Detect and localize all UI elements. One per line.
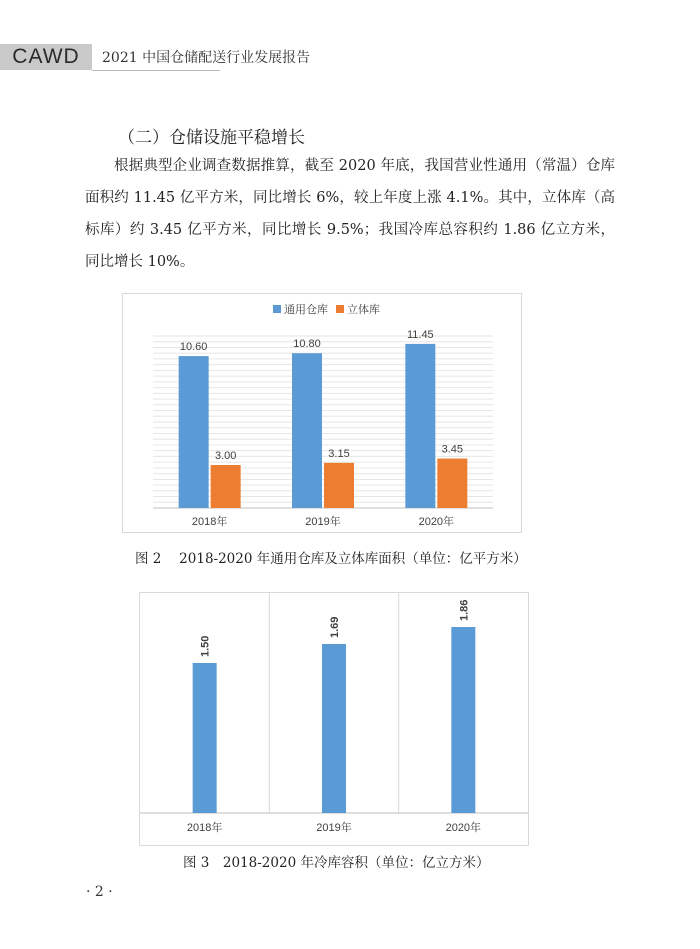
bar [292,353,322,508]
bar [324,463,354,508]
header-logo: CAWD [0,44,92,70]
legend-swatch [273,305,281,313]
tick-label: 2020年 [418,516,455,528]
figure2-caption: 图 2 2018-2020 年通用仓库及立体库面积（单位：亿平方米） [135,551,527,567]
chart-warehouse-area [122,293,522,533]
data-label: 10.60 [179,341,208,354]
figure3-caption: 图 3 2018-2020 年冷库容积（单位：亿立方米） [183,855,490,871]
data-label: 3.45 [441,443,464,456]
tick-label: 2018年 [191,516,228,528]
bar [322,644,346,813]
chart-cold-storage [139,592,529,846]
body-paragraph: 根据典型企业调查数据推算，截至 2020 年底，我国营业性通用（常温）仓库面积约 11.45 亿平方米，同比增长 6%，较上年度上涨 4.1%。其中，立体库（高标库）约 3.45 亿平方米，同比增长 9.5%；我国冷库总容积约 1.86 亿立方米，同比增长 10%。 [85,158,615,270]
legend-label: 立体库 [347,304,380,316]
bar [211,465,241,508]
data-label: 3.15 [328,447,350,460]
data-label: 1.86 [458,599,471,621]
bar [405,344,435,508]
chart-cold-storage-svg [140,593,528,845]
bar [437,459,467,508]
tick-label: 2020年 [445,822,482,834]
data-label: 3.00 [214,450,237,462]
data-label: 11.45 [406,328,434,341]
header-title: 2021 中国仓储配送行业发展报告 [102,50,311,66]
data-label: 10.80 [293,338,321,351]
tick-label: 2018年 [186,822,223,834]
bar [193,663,217,813]
data-label: 1.50 [199,635,212,657]
page-number: · 2 · [86,884,113,900]
tick-label: 2019年 [316,822,352,834]
section-title: （二）仓储设施平稳增长 [118,128,305,148]
bar [451,627,475,813]
header-divider [92,70,220,71]
chart-warehouse-area-svg [123,294,521,532]
legend-swatch [336,305,344,313]
legend-label: 通用仓库 [284,304,328,316]
bar [179,356,209,508]
data-label: 1.69 [329,616,341,638]
tick-label: 2019年 [305,516,341,528]
